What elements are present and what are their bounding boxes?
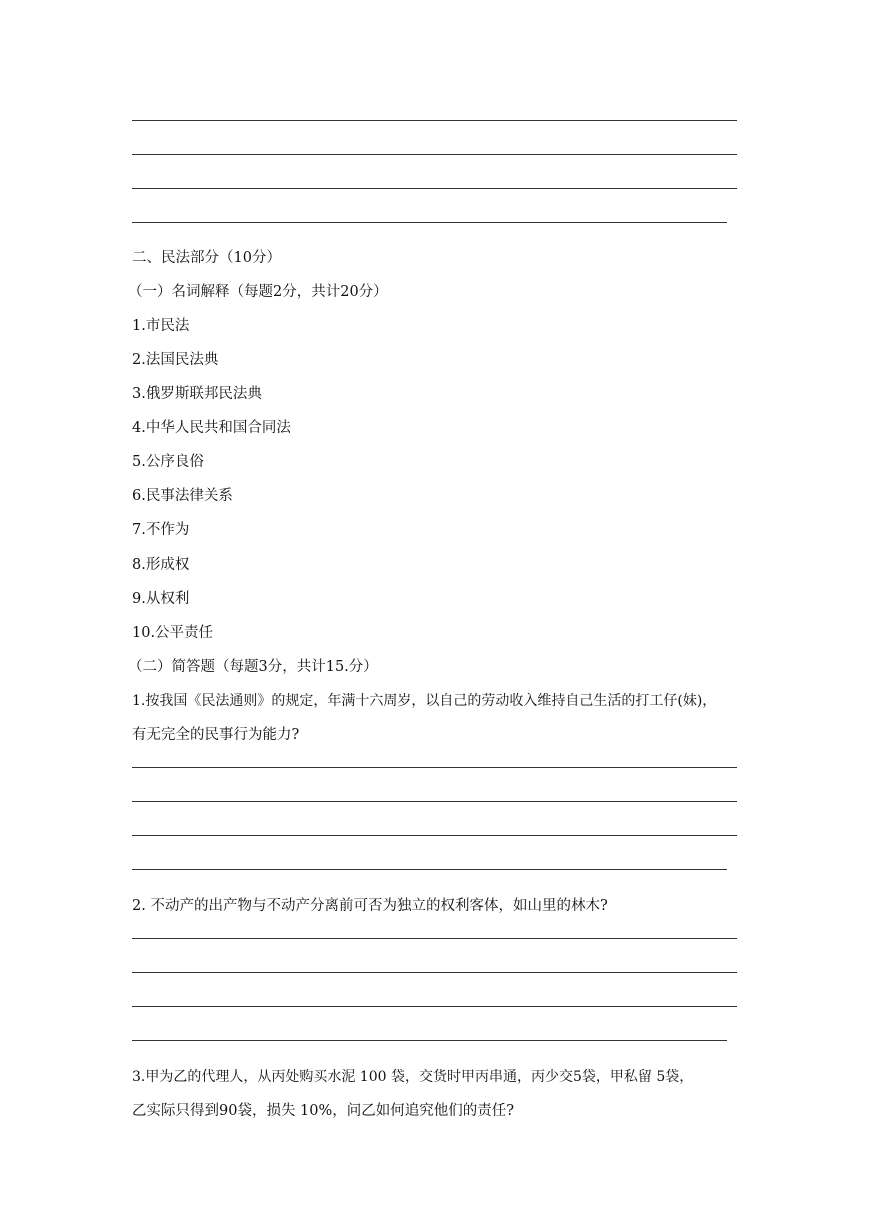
answer-line [132, 767, 737, 768]
list-item: 2.法国民法典 [132, 352, 219, 368]
list-item: 5.公序良俗 [132, 454, 204, 470]
list-item: 9.从权利 [132, 591, 190, 607]
answer-line [132, 801, 737, 802]
answer-line [132, 154, 737, 155]
question-1-line-1: 1.按我国《民法通则》的规定，年满十六周岁，以自己的劳动收入维持自己生活的打工仔(妹)， [132, 693, 717, 709]
list-item: 1.市民法 [132, 318, 190, 334]
answer-line [132, 972, 737, 973]
answer-line [132, 938, 737, 939]
answer-line [132, 869, 727, 870]
part1-heading: （一）名词解释（每题2分，共计20分） [128, 284, 388, 300]
list-item: 3.俄罗斯联邦民法典 [132, 386, 262, 402]
question-2: 2. 不动产的出产物与不动产分离前可否为独立的权利客体，如山里的林木? [132, 898, 608, 914]
part2-heading: （二）简答题（每题3分，共计15.分） [128, 659, 378, 675]
question-3-line-2: 乙实际只得到90袋，损失 10%，问乙如何追究他们的责任? [132, 1103, 515, 1119]
list-item: 4.中华人民共和国合同法 [132, 420, 291, 436]
question-1-line-2: 有无完全的民事行为能力? [132, 727, 300, 743]
list-item: 6.民事法律关系 [132, 488, 233, 504]
answer-line [132, 1006, 737, 1007]
answer-line [132, 120, 737, 121]
answer-line [132, 835, 737, 836]
question-3-line-1: 3.甲为乙的代理人，从丙处购买水泥 100 袋，交货时甲丙串通，丙少交5袋，甲私留 5袋， [132, 1069, 694, 1085]
list-item: 10.公平责任 [132, 625, 214, 641]
section-heading: 二、民法部分（10分） [132, 250, 281, 266]
list-item: 7.不作为 [132, 522, 190, 538]
answer-line [132, 1040, 727, 1041]
answer-line [132, 188, 737, 189]
list-item: 8.形成权 [132, 557, 190, 573]
answer-line [132, 222, 727, 223]
